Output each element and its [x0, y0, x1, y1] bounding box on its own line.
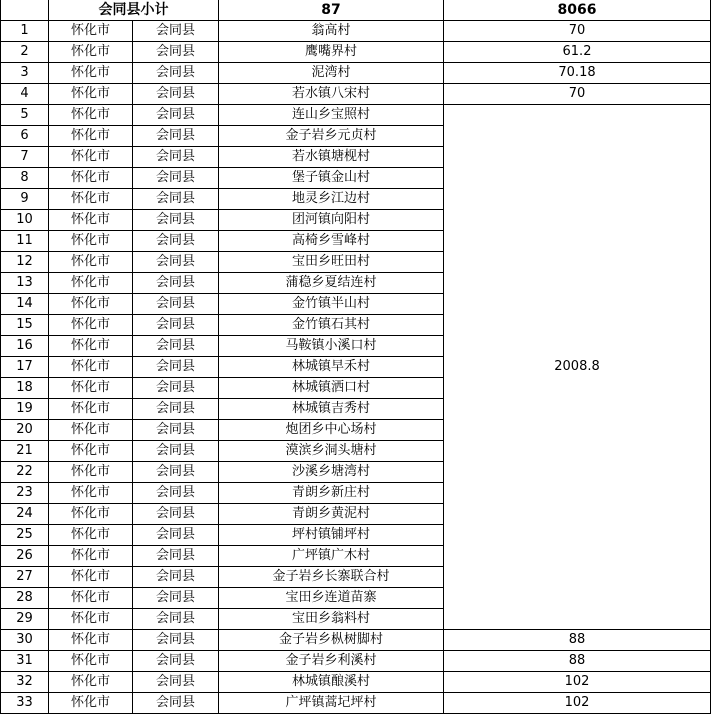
village-cell[interactable]: 林城镇吉秀村 — [219, 399, 444, 420]
city-cell[interactable]: 怀化市 — [49, 189, 133, 210]
row-number-cell[interactable]: 26 — [1, 546, 49, 567]
county-cell[interactable]: 会同县 — [133, 357, 219, 378]
village-cell[interactable]: 泥湾村 — [219, 63, 444, 84]
county-cell[interactable]: 会同县 — [133, 315, 219, 336]
village-cell[interactable]: 林城镇酿溪村 — [219, 672, 444, 693]
total-amount-cell[interactable]: 8066 — [444, 0, 711, 21]
row-number-cell[interactable]: 8 — [1, 168, 49, 189]
row-number-cell[interactable]: 22 — [1, 462, 49, 483]
village-count-cell[interactable]: 87 — [219, 0, 444, 21]
row-number-cell[interactable]: 10 — [1, 210, 49, 231]
village-cell[interactable]: 炮团乡中心场村 — [219, 420, 444, 441]
city-cell[interactable]: 怀化市 — [49, 483, 133, 504]
county-cell[interactable]: 会同县 — [133, 189, 219, 210]
county-cell[interactable]: 会同县 — [133, 441, 219, 462]
city-cell[interactable]: 怀化市 — [49, 399, 133, 420]
county-cell[interactable]: 会同县 — [133, 420, 219, 441]
village-cell[interactable]: 宝田乡翁料村 — [219, 609, 444, 630]
village-cell[interactable]: 马鞍镇小溪口村 — [219, 336, 444, 357]
city-cell[interactable]: 怀化市 — [49, 525, 133, 546]
city-cell[interactable]: 怀化市 — [49, 42, 133, 63]
county-cell[interactable]: 会同县 — [133, 42, 219, 63]
city-cell[interactable]: 怀化市 — [49, 294, 133, 315]
county-cell[interactable]: 会同县 — [133, 294, 219, 315]
county-cell[interactable]: 会同县 — [133, 273, 219, 294]
sheet-body — [1, 0, 711, 714]
city-cell[interactable]: 怀化市 — [49, 378, 133, 399]
city-cell[interactable]: 怀化市 — [49, 105, 133, 126]
row-number-cell[interactable]: 1 — [1, 21, 49, 42]
village-cell[interactable]: 金竹镇石其村 — [219, 315, 444, 336]
county-cell[interactable]: 会同县 — [133, 525, 219, 546]
village-cell[interactable]: 地灵乡江边村 — [219, 189, 444, 210]
village-cell[interactable]: 青朗乡新庄村 — [219, 483, 444, 504]
city-cell[interactable]: 怀化市 — [49, 252, 133, 273]
row-number-cell[interactable]: 14 — [1, 294, 49, 315]
village-cell[interactable]: 金子岩乡枞树脚村 — [219, 630, 444, 651]
village-cell[interactable]: 金子岩乡元贞村 — [219, 126, 444, 147]
village-cell[interactable]: 青朗乡黄泥村 — [219, 504, 444, 525]
amount-cell[interactable]: 102 — [444, 672, 711, 693]
row-number-cell[interactable]: 19 — [1, 399, 49, 420]
row-number-cell[interactable]: 18 — [1, 378, 49, 399]
table-row — [1, 84, 711, 105]
village-cell[interactable]: 林城镇洒口村 — [219, 378, 444, 399]
village-cell[interactable]: 鹰嘴界村 — [219, 42, 444, 63]
city-cell[interactable]: 怀化市 — [49, 336, 133, 357]
table-row — [1, 693, 711, 714]
county-cell[interactable]: 会同县 — [133, 672, 219, 693]
row-number-cell[interactable]: 30 — [1, 630, 49, 651]
village-cell[interactable]: 高椅乡雪峰村 — [219, 231, 444, 252]
row-number-cell[interactable]: 25 — [1, 525, 49, 546]
village-cell[interactable]: 金竹镇半山村 — [219, 294, 444, 315]
amount-cell[interactable]: 102 — [444, 693, 711, 714]
village-cell[interactable]: 沙溪乡塘湾村 — [219, 462, 444, 483]
city-cell[interactable]: 怀化市 — [49, 630, 133, 651]
village-cell[interactable]: 宝田乡连道苗寨 — [219, 588, 444, 609]
county-cell[interactable]: 会同县 — [133, 147, 219, 168]
city-cell[interactable]: 怀化市 — [49, 210, 133, 231]
row-number-cell[interactable]: 27 — [1, 567, 49, 588]
city-cell[interactable]: 怀化市 — [49, 63, 133, 84]
city-cell[interactable]: 怀化市 — [49, 273, 133, 294]
county-cell[interactable]: 会同县 — [133, 546, 219, 567]
row-number-cell[interactable]: 28 — [1, 588, 49, 609]
row-number-cell[interactable]: 31 — [1, 651, 49, 672]
city-cell[interactable]: 怀化市 — [49, 420, 133, 441]
village-cell[interactable]: 团河镇向阳村 — [219, 210, 444, 231]
row-number-cell[interactable]: 3 — [1, 63, 49, 84]
village-cell[interactable]: 连山乡宝照村 — [219, 105, 444, 126]
county-cell[interactable]: 会同县 — [133, 63, 219, 84]
city-cell[interactable]: 怀化市 — [49, 651, 133, 672]
row-number-cell[interactable]: 33 — [1, 693, 49, 714]
village-cell[interactable]: 若水镇塘枧村 — [219, 147, 444, 168]
subtotal-label-cell[interactable]: 会同县小计 — [49, 0, 219, 21]
row-number-cell[interactable]: 6 — [1, 126, 49, 147]
row-number-cell[interactable]: 24 — [1, 504, 49, 525]
row-number-cell[interactable]: 12 — [1, 252, 49, 273]
table-row — [1, 630, 711, 651]
village-cell[interactable]: 翁高村 — [219, 21, 444, 42]
city-cell[interactable]: 怀化市 — [49, 84, 133, 105]
county-cell[interactable]: 会同县 — [133, 504, 219, 525]
county-cell[interactable]: 会同县 — [133, 630, 219, 651]
subtotal-header-row — [1, 0, 711, 21]
row-number-cell[interactable]: 11 — [1, 231, 49, 252]
city-cell[interactable]: 怀化市 — [49, 546, 133, 567]
city-cell[interactable]: 怀化市 — [49, 462, 133, 483]
county-cell[interactable]: 会同县 — [133, 105, 219, 126]
merged-amount-cell[interactable]: 2008.8 — [444, 105, 711, 630]
row-number-cell[interactable]: 2 — [1, 42, 49, 63]
village-cell[interactable]: 堡子镇金山村 — [219, 168, 444, 189]
village-cell[interactable]: 林城镇早禾村 — [219, 357, 444, 378]
city-cell[interactable]: 怀化市 — [49, 315, 133, 336]
county-cell[interactable]: 会同县 — [133, 336, 219, 357]
row-number-cell[interactable]: 21 — [1, 441, 49, 462]
amount-cell[interactable]: 70 — [444, 21, 711, 42]
city-cell[interactable]: 怀化市 — [49, 504, 133, 525]
county-cell[interactable]: 会同县 — [133, 231, 219, 252]
amount-cell[interactable]: 61.2 — [444, 42, 711, 63]
city-cell[interactable]: 怀化市 — [49, 567, 133, 588]
table-row — [1, 42, 711, 63]
village-cell[interactable]: 广坪镇蒿圮坪村 — [219, 693, 444, 714]
row-number-cell[interactable]: 5 — [1, 105, 49, 126]
village-cell[interactable]: 漠滨乡洞头塘村 — [219, 441, 444, 462]
amount-cell[interactable]: 88 — [444, 630, 711, 651]
header-blank-cell[interactable] — [1, 0, 49, 21]
county-cell[interactable]: 会同县 — [133, 126, 219, 147]
row-number-cell[interactable]: 4 — [1, 84, 49, 105]
county-cell[interactable]: 会同县 — [133, 399, 219, 420]
amount-cell[interactable]: 88 — [444, 651, 711, 672]
city-cell[interactable]: 怀化市 — [49, 672, 133, 693]
county-cell[interactable]: 会同县 — [133, 462, 219, 483]
city-cell[interactable]: 怀化市 — [49, 21, 133, 42]
village-cell[interactable]: 金子岩乡长寨联合村 — [219, 567, 444, 588]
village-cell[interactable]: 金子岩乡利溪村 — [219, 651, 444, 672]
table-row — [1, 63, 711, 84]
row-number-cell[interactable]: 23 — [1, 483, 49, 504]
row-number-cell[interactable]: 15 — [1, 315, 49, 336]
row-number-cell[interactable]: 13 — [1, 273, 49, 294]
amount-cell[interactable]: 70.18 — [444, 63, 711, 84]
county-cell[interactable]: 会同县 — [133, 483, 219, 504]
county-cell[interactable]: 会同县 — [133, 168, 219, 189]
city-cell[interactable]: 怀化市 — [49, 147, 133, 168]
county-cell[interactable]: 会同县 — [133, 21, 219, 42]
village-cell[interactable]: 坪村镇铺坪村 — [219, 525, 444, 546]
city-cell[interactable]: 怀化市 — [49, 357, 133, 378]
city-cell[interactable]: 怀化市 — [49, 441, 133, 462]
row-number-cell[interactable]: 20 — [1, 420, 49, 441]
city-cell[interactable]: 怀化市 — [49, 609, 133, 630]
county-cell[interactable]: 会同县 — [133, 651, 219, 672]
village-cell[interactable]: 宝田乡旺田村 — [219, 252, 444, 273]
village-cell[interactable]: 若水镇八宋村 — [219, 84, 444, 105]
city-cell[interactable]: 怀化市 — [49, 231, 133, 252]
county-cell[interactable]: 会同县 — [133, 210, 219, 231]
row-number-cell[interactable]: 29 — [1, 609, 49, 630]
amount-cell[interactable]: 70 — [444, 84, 711, 105]
row-number-cell[interactable]: 7 — [1, 147, 49, 168]
county-cell[interactable]: 会同县 — [133, 84, 219, 105]
county-cell[interactable]: 会同县 — [133, 252, 219, 273]
row-number-cell[interactable]: 17 — [1, 357, 49, 378]
county-cell[interactable]: 会同县 — [133, 378, 219, 399]
county-cell[interactable]: 会同县 — [133, 588, 219, 609]
table-row — [1, 105, 711, 126]
county-cell[interactable]: 会同县 — [133, 567, 219, 588]
row-number-cell[interactable]: 16 — [1, 336, 49, 357]
village-cell[interactable]: 广坪镇广木村 — [219, 546, 444, 567]
city-cell[interactable]: 怀化市 — [49, 588, 133, 609]
city-cell[interactable]: 怀化市 — [49, 168, 133, 189]
row-number-cell[interactable]: 9 — [1, 189, 49, 210]
table-row — [1, 672, 711, 693]
table-row — [1, 21, 711, 42]
county-cell[interactable]: 会同县 — [133, 693, 219, 714]
village-cell[interactable]: 蒲稳乡夏结连村 — [219, 273, 444, 294]
city-cell[interactable]: 怀化市 — [49, 126, 133, 147]
city-cell[interactable]: 怀化市 — [49, 693, 133, 714]
table-row — [1, 651, 711, 672]
county-cell[interactable]: 会同县 — [133, 609, 219, 630]
row-number-cell[interactable]: 32 — [1, 672, 49, 693]
